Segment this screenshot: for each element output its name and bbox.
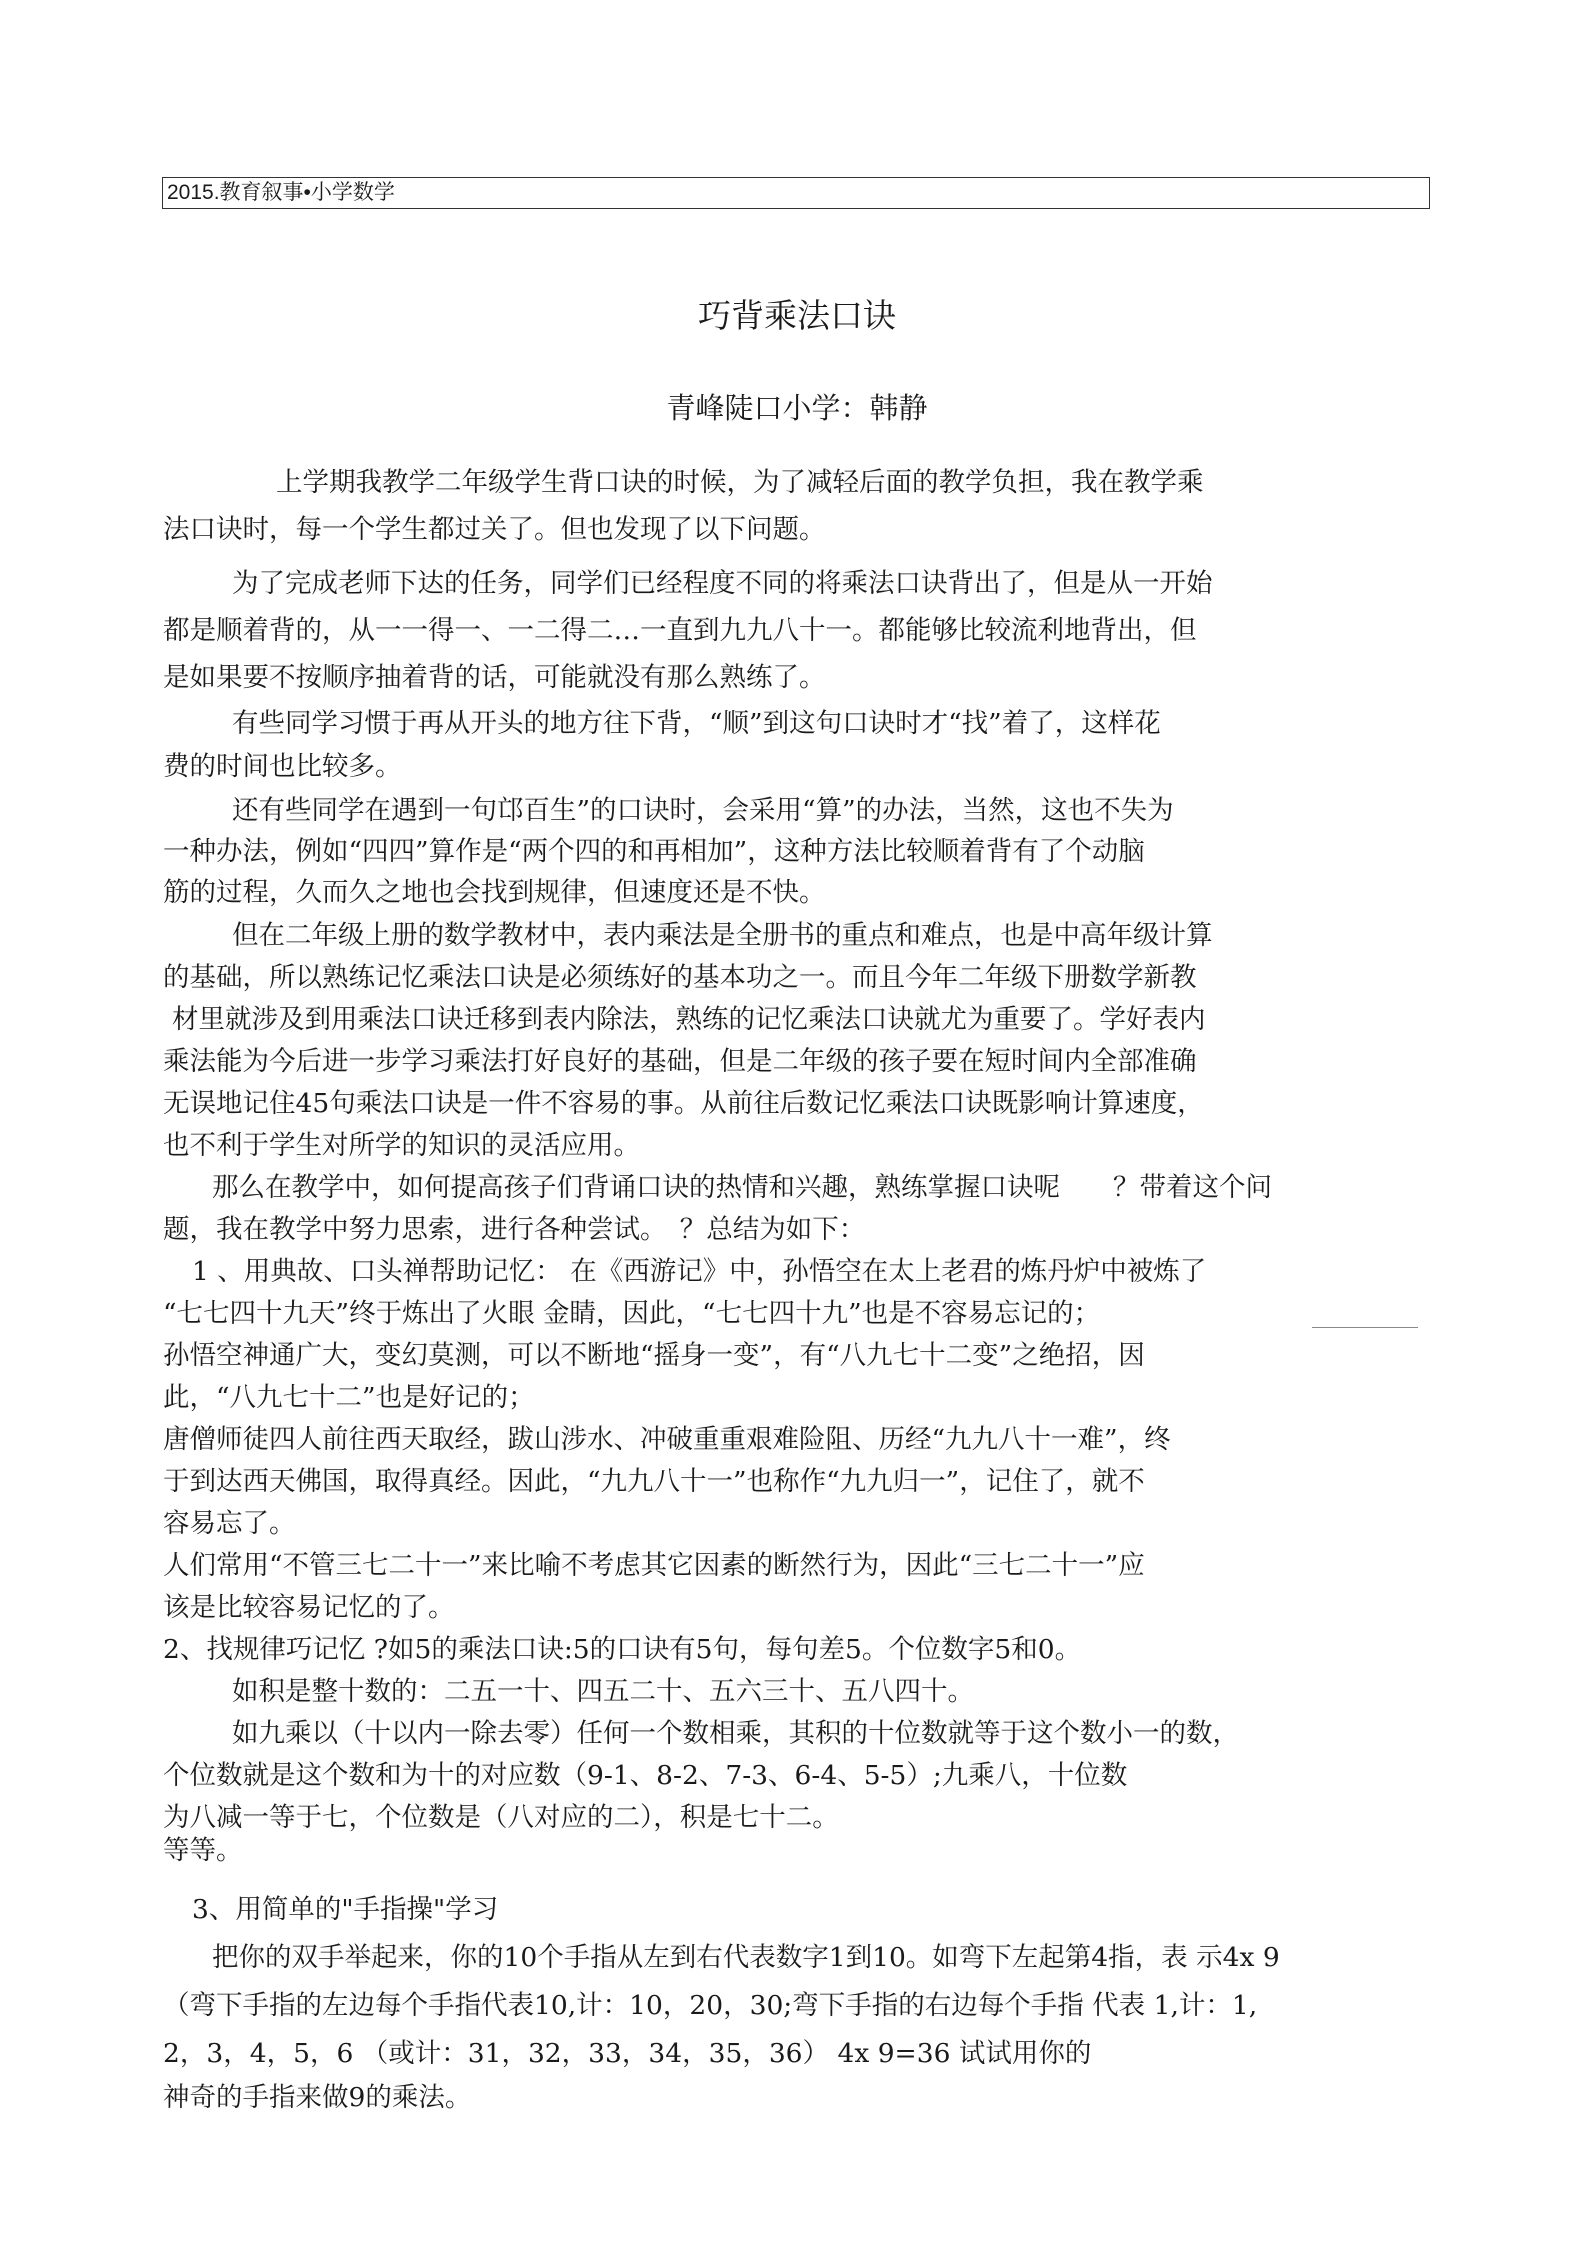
paragraph-line: 如积是整十数的：二五一十、四五二十、五六三十、五八四十。 [232,1676,974,1707]
paragraph-line: 个位数就是这个数和为十的对应数（9-1、8-2、7-3、6-4、5-5）;九乘八，十位数 [163,1760,1128,1791]
author-line: 青峰陡口小学：韩静 [666,391,928,425]
paragraph-line: （弯下手指的左边每个手指代表10,计：10，20，30;弯下手指的右边每个手指 代表 1,计：1, [163,1990,1258,2021]
paragraph-line: 容易忘了。 [163,1508,296,1539]
paragraph-line: 2，3，4，5，6 （或计：31，32，33，34，35，36） 4x 9=36 试试用你的 [163,2038,1092,2069]
paragraph-line: “七七四十九天”终于炼出了火眼 金睛，因此，“七七四十九”也是不容易忘记的； [163,1298,1101,1329]
paragraph-line: 的基础，所以熟练记忆乘法口诀是必须练好的基本功之一。而且今年二年级下册数学新教 [163,962,1197,993]
paragraph-line: 乘法能为今后进一步学习乘法打好良好的基础，但是二年级的孩子要在短时间内全部准确 [163,1046,1197,1077]
paragraph-line: 无误地记住45句乘法口诀是一件不容易的事。从前往后数记忆乘法口诀既影响计算速度， [163,1088,1204,1119]
paragraph-line: 神奇的手指来做9的乘法。 [163,2082,472,2113]
paragraph-line: 有些同学习惯于再从开头的地方往下背，“顺”到这句口诀时才“找”着了，这样花 [232,708,1161,739]
paragraph-line: 都是顺着背的，从一一得一、一二得二…一直到九九八十一。都能够比较流利地背出，但 [163,615,1197,646]
paragraph-line: 此，“八九七十二”也是好记的； [163,1382,535,1413]
paragraph-line: 一种办法，例如“四四”算作是“两个四的和再相加”，这种方法比较顺着背有了个动脑 [163,836,1145,867]
paragraph-line: 筋的过程，久而久之地也会找到规律，但速度还是不快。 [163,877,826,908]
paragraph-line: 孙悟空神通广大，变幻莫测，可以不断地“摇身一变”，有“八九七十二变”之绝招，因 [163,1340,1145,1371]
paragraph-line: 上学期我教学二年级学生背口诀的时候，为了减轻后面的教学负担，我在教学乘 [276,467,1204,498]
paragraph-line: 但在二年级上册的数学教材中，表内乘法是全册书的重点和难点，也是中高年级计算 [232,920,1213,951]
paragraph-line: 题，我在教学中努力思索，进行各种尝试。 ？总结为如下： [163,1214,866,1245]
paragraph-line: 费的时间也比较多。 [163,751,402,782]
paragraph-line: 唐僧师徒四人前往西天取经，跋山涉水、冲破重重艰难险阻、历经“九九八十一难”，终 [163,1424,1171,1455]
paragraph-line: 2、找规律巧记忆 ?如5的乘法口诀:5的口诀有5句，每句差5。个位数字5和0。 [163,1634,1082,1665]
divider-line [1312,1327,1418,1328]
paragraph-line: 于到达西天佛国，取得真经。因此，“九九八十一”也称作“九九归一”，记住了，就不 [163,1466,1145,1497]
paragraph-line: 是如果要不按顺序抽着背的话，可能就没有那么熟练了。 [163,662,826,693]
page-title: 巧背乘法口诀 [698,296,896,335]
header-text: 2015.教育叙事•小学数学 [167,181,395,204]
paragraph-line: 还有些同学在遇到一句邙百生”的口诀时，会采用“算”的办法，当然，这也不失为 [232,795,1174,826]
header-box [162,177,1430,209]
paragraph-line: 该是比较容易记忆的了。 [163,1592,455,1623]
paragraph-line: 把你的双手举起来，你的10个手指从左到右代表数字1到10。如弯下左起第4指，表 示4x 9 [212,1942,1280,1973]
paragraph-line: 材里就涉及到用乘法口诀迁移到表内除法，熟练的记忆乘法口诀就尤为重要了。学好表内 [172,1004,1206,1035]
paragraph-line: 为了完成老师下达的任务，同学们已经程度不同的将乘法口诀背出了，但是从一开始 [232,568,1213,599]
paragraph-line: 人们常用“不管三七二十一”来比喻不考虑其它因素的断然行为，因此“三七二十一”应 [163,1550,1145,1581]
paragraph-line: 等等。 [163,1835,243,1866]
paragraph-line: 如九乘以（十以内一除去零）任何一个数相乘，其积的十位数就等于这个数小一的数， [232,1718,1239,1749]
paragraph-line: 法口诀时，每一个学生都过关了。但也发现了以下问题。 [163,514,826,545]
paragraph-line: 那么在教学中，如何提高孩子们背诵口诀的热情和兴趣，熟练掌握口诀呢 ？带着这个问 [212,1172,1272,1203]
paragraph-line: 1 、用典故、口头禅帮助记忆： 在《西游记》中，孙悟空在太上老君的炼丹炉中被炼了 [192,1256,1207,1287]
paragraph-line: 为八减一等于七，个位数是（八对应的二），积是七十二。 [163,1802,839,1833]
paragraph-line: 也不利于学生对所学的知识的灵活应用。 [163,1130,640,1161]
paragraph-line: 3、用简单的"手指操"学习 [192,1894,499,1925]
